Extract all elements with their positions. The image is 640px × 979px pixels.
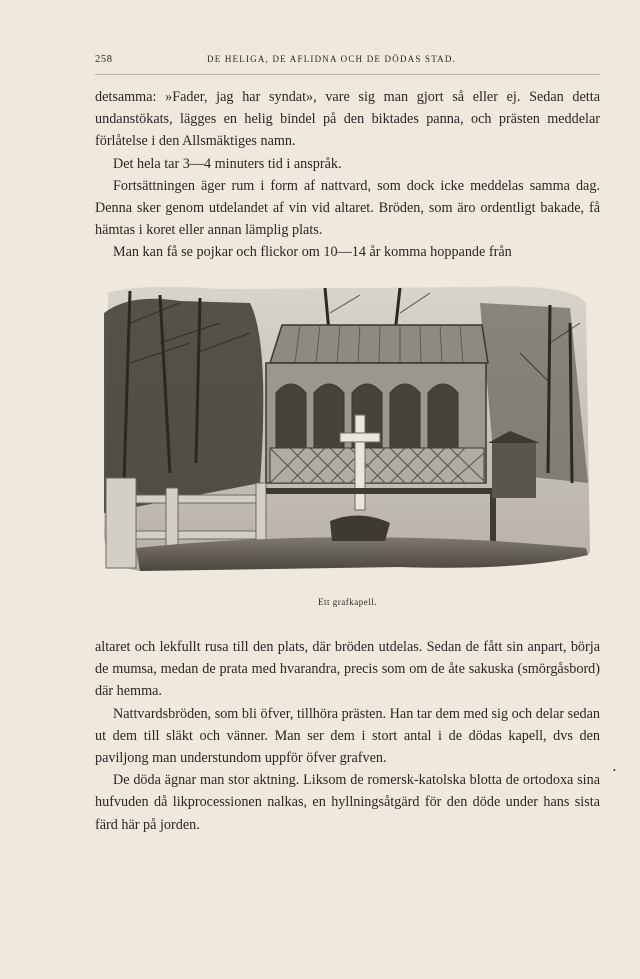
paragraph: detsamma: »Fader, jag har syndat», vare sig man gjort så eller ej. Sedan detta undanstökats, lägges en helig bindel på den biktades panna, och prästen meddelar förlåtelse i den Allsmäktiges namn. bbox=[95, 89, 600, 150]
paragraph: altaret och lekfullt rusa till den plats, där bröden utdelas. Sedan de fått sin anpart, börja de mumsa, medan de prata med hvarandra, precis som om de åte sakuska (smörgåsbord) där hemma. bbox=[95, 639, 600, 700]
text-block-top bbox=[95, 86, 600, 264]
paragraph: De döda ägnar man stor aktning. Liksom de romersk-katolska blotta de ortodoxa sina hufvuden då likprocessionen nalkas, en hyllningsåtgärd för den döde under hans sista färd här på jorden. bbox=[95, 772, 600, 833]
text-block-bottom bbox=[95, 636, 600, 836]
photograph-grave-chapel bbox=[100, 283, 592, 573]
margin-dot: • bbox=[613, 766, 616, 775]
header-rule bbox=[95, 74, 600, 75]
figure-caption: Ett grafkapell. bbox=[318, 597, 377, 607]
paragraph: Fortsättningen äger rum i form af nattvard, som dock icke meddelas samma dag. Denna sker genom utdelandet af vin vid altaret. Bröden, som äro ordentligt bakade, få hämtas i koret eller annan lämplig plats. bbox=[95, 177, 600, 239]
running-head-title: DE HELIGA, DE AFLIDNA OCH DE DÖDAS STAD. bbox=[207, 54, 457, 64]
paragraph: Man kan få se pojkar och flickor om 10—14 år komma hoppande från bbox=[113, 244, 512, 261]
photo-illustration bbox=[100, 283, 592, 573]
paragraph: Det hela tar 3—4 minuters tid i anspråk. bbox=[113, 155, 342, 172]
paragraph: Nattvardsbröden, som bli öfver, tillhöra prästen. Han tar dem med sig och delar sedan ut dem till släkt och vänner. Man ser dem i stort antal i de dödas kapell, dvs den paviljong man understundom uppför öfver grafven. bbox=[95, 705, 600, 767]
page-number: 258 bbox=[95, 54, 113, 65]
